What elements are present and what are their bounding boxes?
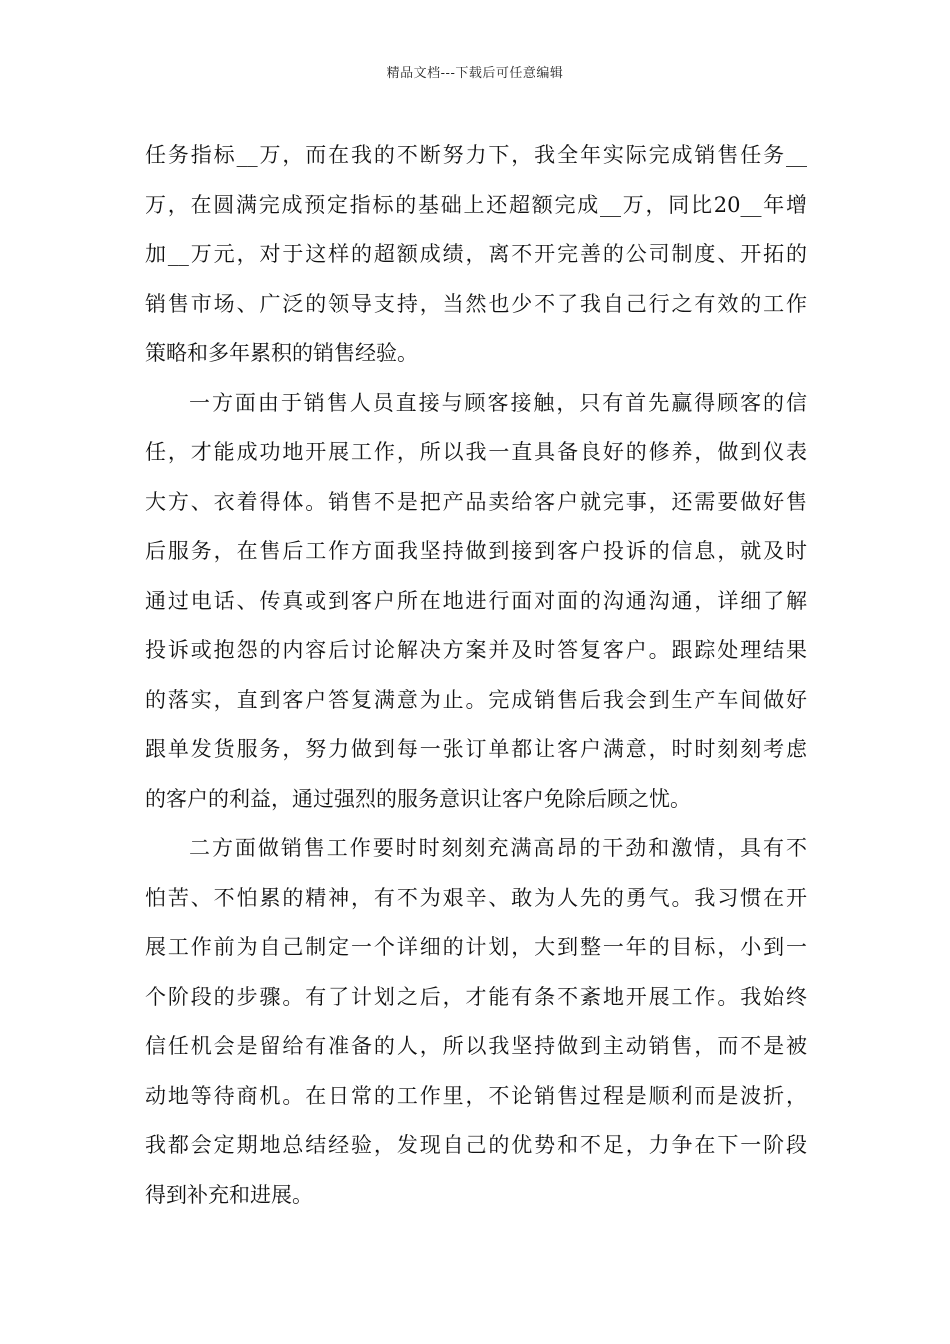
page-header: 精品文档---下载后可任意编辑	[386, 66, 564, 81]
paragraph-1	[145, 131, 807, 379]
paragraph-3	[145, 824, 807, 1220]
text-line: 策略和多年累积的销售经验。	[145, 341, 418, 365]
text-line: 一方面由于销售人员直接与顾客接触，只有首先赢得顾客的信	[189, 390, 807, 415]
paragraph-2	[145, 379, 807, 825]
text-line: 加__万元，对于这样的超额成绩，离不开完善的公司制度、开拓的	[145, 242, 807, 266]
text-line: 怕苦、不怕累的精神，有不为艰辛、敢为人先的勇气。我习惯在开	[145, 885, 807, 910]
text-line: 得到补充和进展。	[145, 1182, 313, 1207]
text-line: 跟单发货服务，努力做到每一张订单都让客户满意，时时刻刻考虑	[145, 737, 807, 761]
text-line: 通过电话、传真或到客户所在地进行面对面的沟通沟通，详细了解	[145, 588, 807, 613]
text-line: 后服务，在售后工作方面我坚持做到接到客户投诉的信息，就及时	[145, 539, 807, 563]
text-line: 销售市场、广泛的领导支持，当然也少不了我自己行之有效的工作	[145, 291, 807, 316]
text-line: 任，才能成功地开展工作，所以我一直具备良好的修养，做到仪表	[145, 440, 807, 464]
text-line: 大方、衣着得体。销售不是把产品卖给客户就完事，还需要做好售	[145, 489, 807, 514]
text-line: 我都会定期地总结经验，发现自己的优势和不足，力争在下一阶段	[145, 1133, 807, 1157]
text-line: 动地等待商机。在日常的工作里，不论销售过程是顺利而是波折，	[145, 1083, 807, 1108]
text-line: 展工作前为自己制定一个详细的计划，大到整一年的目标，小到一	[145, 935, 807, 959]
text-line: 二方面做销售工作要时时刻刻充满高昂的干劲和激情，具有不	[189, 836, 807, 860]
text-line: 个阶段的步骤。有了计划之后，才能有条不紊地开展工作。我始终	[145, 984, 807, 1009]
text-line: 投诉或抱怨的内容后讨论解决方案并及时答复客户。跟踪处理结果	[145, 638, 807, 662]
text-line: 万，在圆满完成预定指标的基础上还超额完成__万，同比20__年增	[145, 192, 807, 217]
text-line: 任务指标__万，而在我的不断努力下，我全年实际完成销售任务__	[145, 143, 807, 167]
document-body	[145, 131, 807, 1220]
text-line: 的落实，直到客户答复满意为止。完成销售后我会到生产车间做好	[145, 687, 807, 712]
text-line: 信任机会是留给有准备的人，所以我坚持做到主动销售，而不是被	[145, 1034, 807, 1058]
text-line: 的客户的利益，通过强烈的服务意识让客户免除后顾之忧。	[145, 786, 691, 811]
